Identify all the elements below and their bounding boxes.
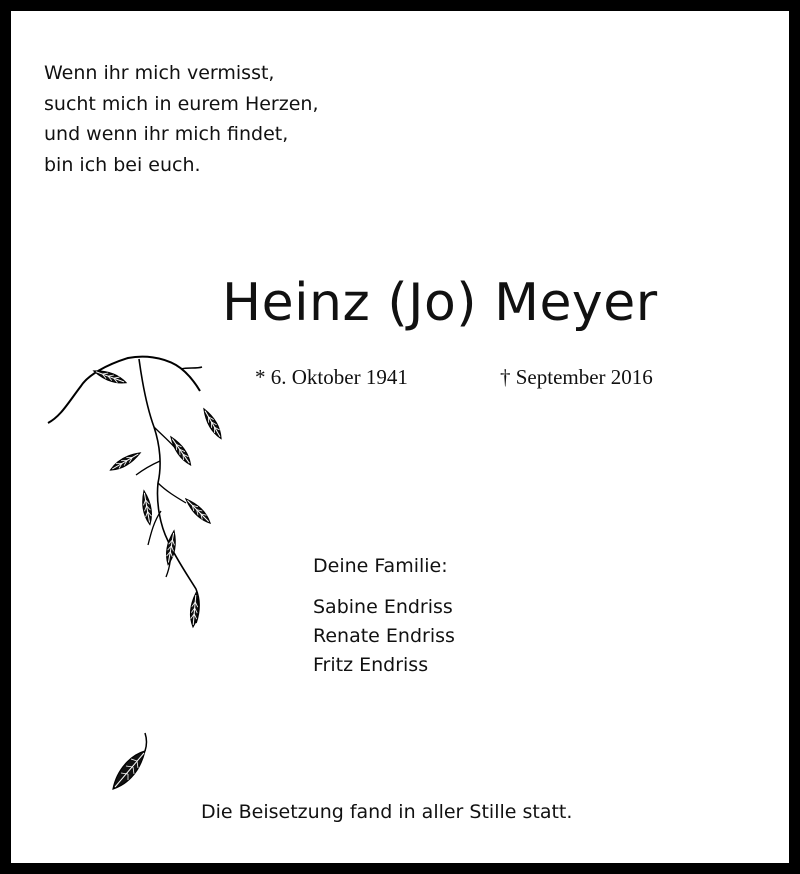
family-member: Renate Endriss (313, 625, 455, 647)
poem-line: bin ich bei euch. (44, 153, 201, 176)
poem-line: Wenn ihr mich vermisst, (44, 62, 275, 84)
poem-line: sucht mich in eurem Herzen, (44, 92, 319, 115)
poem (44, 58, 319, 180)
family-member: Fritz Endriss (313, 654, 429, 676)
poem-line: und wenn ihr mich findet, (44, 123, 289, 145)
family-member: Sabine Endriss (313, 596, 453, 618)
birch-branch-icon (36, 341, 246, 651)
deceased-name: Heinz (Jo) Meyer (222, 273, 658, 333)
family-block (313, 551, 455, 680)
closing-note: Die Beisetzung fand in aller Stille statt. (201, 801, 573, 823)
falling-leaf-icon (101, 729, 161, 809)
family-heading: Deine Familie: (313, 555, 448, 577)
birth-date: * 6. Oktober 1941 (255, 365, 408, 389)
death-date: † September 2016 (500, 365, 653, 389)
